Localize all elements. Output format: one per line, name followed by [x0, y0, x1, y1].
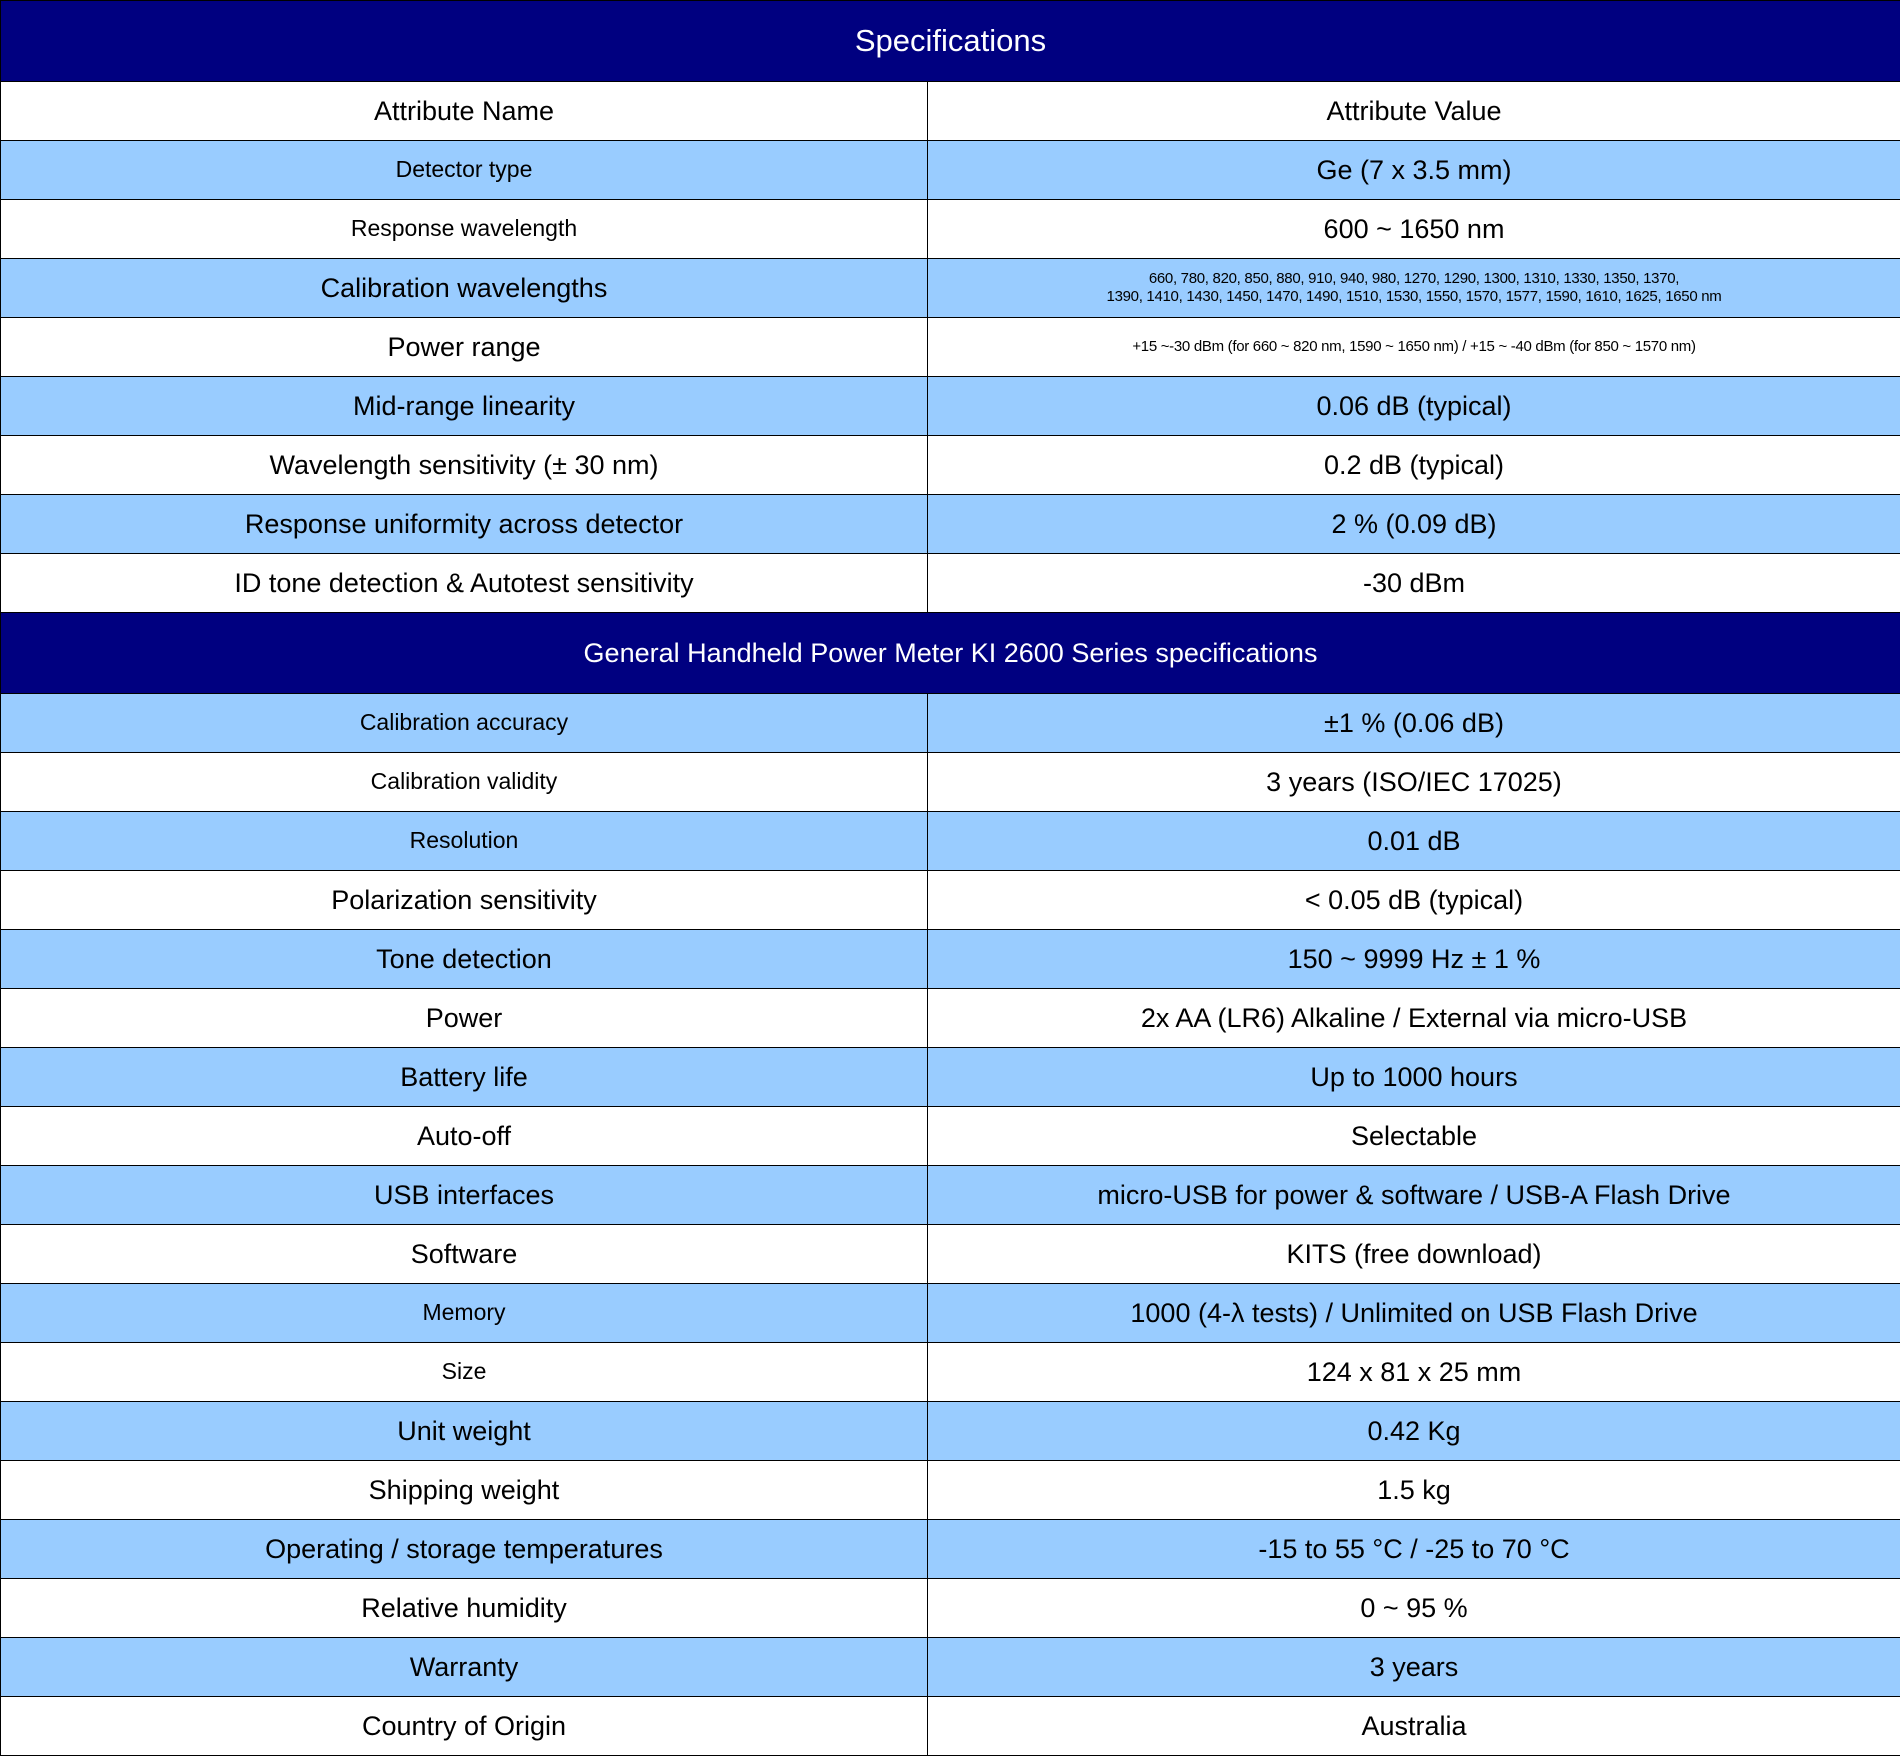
table-row	[1, 377, 1900, 436]
table-row	[1, 1697, 1900, 1756]
attribute-value: 3 years (ISO/IEC 17025)	[928, 753, 1900, 812]
attribute-value: 0.2 dB (typical)	[928, 436, 1900, 495]
section-header-specifications	[1, 1, 1900, 82]
table-row	[1, 1048, 1900, 1107]
attribute-value: 0.42 Kg	[928, 1402, 1900, 1461]
attribute-name: Calibration wavelengths	[1, 259, 928, 318]
attribute-name: Wavelength sensitivity (± 30 nm)	[1, 436, 928, 495]
section-title: Specifications	[1, 1, 1900, 82]
attribute-value: 150 ~ 9999 Hz ± 1 %	[928, 930, 1900, 989]
table-row	[1, 753, 1900, 812]
table-row	[1, 1520, 1900, 1579]
attribute-name: Power	[1, 989, 928, 1048]
attribute-name: Unit weight	[1, 1402, 928, 1461]
attribute-name: USB interfaces	[1, 1166, 928, 1225]
section-title: General Handheld Power Meter KI 2600 Series specifications	[1, 613, 1900, 694]
attribute-value: 1.5 kg	[928, 1461, 1900, 1520]
attribute-name: Auto-off	[1, 1107, 928, 1166]
attribute-name: Operating / storage temperatures	[1, 1520, 928, 1579]
attribute-name: Shipping weight	[1, 1461, 928, 1520]
attribute-name: Calibration accuracy	[1, 694, 928, 753]
attribute-name: Size	[1, 1343, 928, 1402]
value-line: 660, 780, 820, 850, 880, 910, 940, 980, 1270, 1290, 1300, 1310, 1330, 1350, 1370,	[1149, 270, 1679, 287]
attribute-name: Mid-range linearity	[1, 377, 928, 436]
value-line: 1390, 1410, 1430, 1450, 1470, 1490, 1510, 1530, 1550, 1570, 1577, 1590, 1610, 1625, 1650 nm	[1107, 288, 1722, 305]
table-row	[1, 694, 1900, 753]
attribute-value: < 0.05 dB (typical)	[928, 871, 1900, 930]
attribute-name: Relative humidity	[1, 1579, 928, 1638]
attribute-value: Up to 1000 hours	[928, 1048, 1900, 1107]
table-row	[1, 1107, 1900, 1166]
table-row	[1, 930, 1900, 989]
attribute-value: 0.01 dB	[928, 812, 1900, 871]
table-row	[1, 141, 1900, 200]
attribute-value: 2 % (0.09 dB)	[928, 495, 1900, 554]
attribute-name: Country of Origin	[1, 1697, 928, 1756]
column-header-name: Attribute Name	[1, 82, 928, 141]
attribute-value: KITS (free download)	[928, 1225, 1900, 1284]
attribute-value: Selectable	[928, 1107, 1900, 1166]
attribute-value: 2x AA (LR6) Alkaline / External via micro-USB	[928, 989, 1900, 1048]
attribute-value	[928, 259, 1900, 318]
attribute-value: micro-USB for power & software / USB-A Flash Drive	[928, 1166, 1900, 1225]
attribute-value: 0.06 dB (typical)	[928, 377, 1900, 436]
attribute-name: Response uniformity across detector	[1, 495, 928, 554]
attribute-name: Resolution	[1, 812, 928, 871]
table-row	[1, 812, 1900, 871]
attribute-name: Software	[1, 1225, 928, 1284]
table-row	[1, 1284, 1900, 1343]
attribute-value: 124 x 81 x 25 mm	[928, 1343, 1900, 1402]
table-row	[1, 200, 1900, 259]
attribute-name: Tone detection	[1, 930, 928, 989]
table-row	[1, 1638, 1900, 1697]
attribute-name: Warranty	[1, 1638, 928, 1697]
attribute-name: Calibration validity	[1, 753, 928, 812]
table-row	[1, 989, 1900, 1048]
table-row	[1, 1402, 1900, 1461]
attribute-value: -15 to 55 °C / -25 to 70 °C	[928, 1520, 1900, 1579]
attribute-name: Response wavelength	[1, 200, 928, 259]
table-row	[1, 554, 1900, 613]
attribute-value: 0 ~ 95 %	[928, 1579, 1900, 1638]
column-header-value: Attribute Value	[928, 82, 1900, 141]
table-row	[1, 1461, 1900, 1520]
attribute-value: Ge (7 x 3.5 mm)	[928, 141, 1900, 200]
attribute-value: -30 dBm	[928, 554, 1900, 613]
attribute-name: Polarization sensitivity	[1, 871, 928, 930]
attribute-name: Memory	[1, 1284, 928, 1343]
attribute-name: Battery life	[1, 1048, 928, 1107]
attribute-value: Australia	[928, 1697, 1900, 1756]
attribute-value: 600 ~ 1650 nm	[928, 200, 1900, 259]
attribute-name: Power range	[1, 318, 928, 377]
column-header-row	[1, 82, 1900, 141]
table-row	[1, 871, 1900, 930]
section-header-general	[1, 613, 1900, 694]
attribute-value: 1000 (4-λ tests) / Unlimited on USB Flash Drive	[928, 1284, 1900, 1343]
attribute-value: ±1 % (0.06 dB)	[928, 694, 1900, 753]
attribute-value: +15 ~-30 dBm (for 660 ~ 820 nm, 1590 ~ 1650 nm) / +15 ~ -40 dBm (for 850 ~ 1570 nm)	[928, 318, 1900, 377]
table-row	[1, 436, 1900, 495]
table-row	[1, 1579, 1900, 1638]
table-row	[1, 1343, 1900, 1402]
table-row	[1, 318, 1900, 377]
attribute-name: Detector type	[1, 141, 928, 200]
table-row	[1, 259, 1900, 318]
attribute-name: ID tone detection & Autotest sensitivity	[1, 554, 928, 613]
attribute-value: 3 years	[928, 1638, 1900, 1697]
table-row	[1, 1166, 1900, 1225]
table-row	[1, 1225, 1900, 1284]
table-row	[1, 495, 1900, 554]
